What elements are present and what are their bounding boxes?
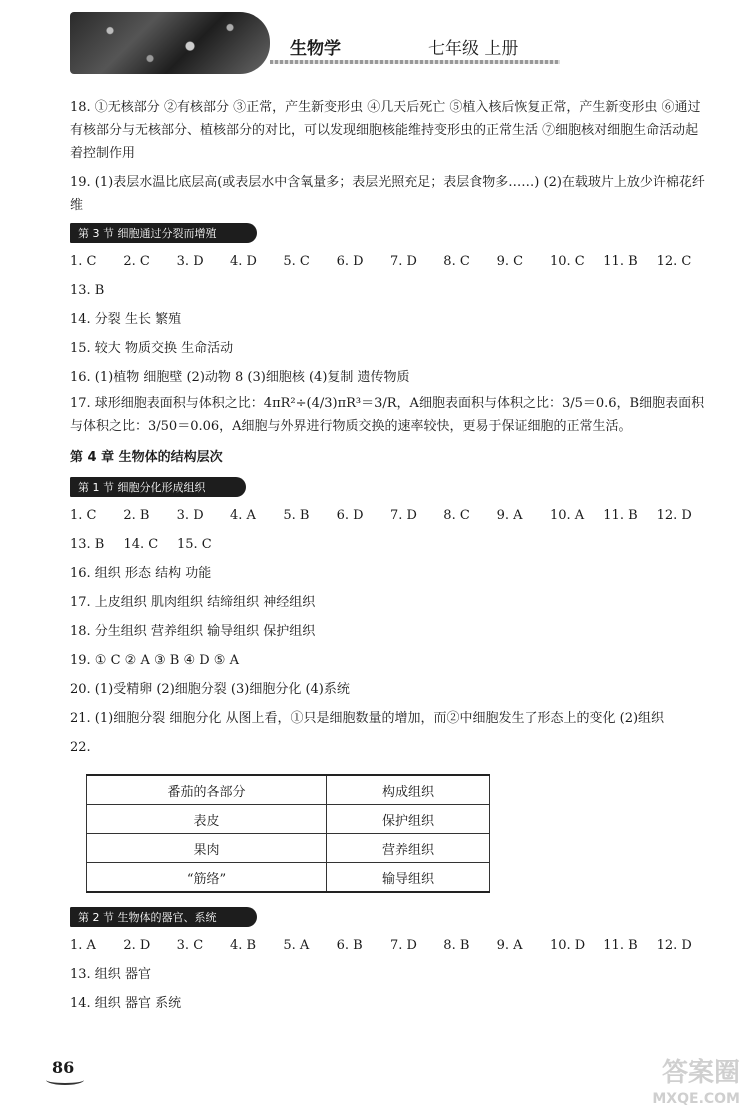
mc-answer: 10. D	[549, 938, 586, 953]
mc-answer: 1. A	[70, 938, 96, 953]
mc-answer: 9. A	[496, 508, 523, 523]
section-3-label: 第 3 节 细胞通过分裂而增殖	[70, 223, 257, 243]
mc-answer: 6. D	[336, 508, 364, 523]
mc-answer: 5. C	[283, 254, 310, 269]
answer-line: 22.	[70, 740, 91, 755]
mc-answer: 11. B	[603, 508, 638, 523]
header-divider	[270, 60, 560, 64]
answer-line: 16. (1)植物 细胞壁 (2)动物 8 (3)细胞核 (4)复制 遗传物质	[70, 370, 410, 385]
table-row	[87, 834, 490, 863]
mc-answer: 4. A	[229, 508, 256, 523]
watermark-url: MXQE.COM	[652, 1091, 740, 1107]
mc-answer: 11. B	[603, 254, 638, 269]
answer-line: 13. 组织 器官	[70, 967, 151, 982]
answer-line: 21. (1)细胞分裂 细胞分化 从图上看，①只是细胞数量的增加，而②中细胞发生了形态上的变化 (2)组织	[70, 711, 665, 726]
mc-answer: 9. A	[496, 938, 523, 953]
mc-answer: 2. D	[123, 938, 151, 953]
mc-answer: 10. C	[549, 254, 585, 269]
section-1-mc-row	[70, 501, 710, 530]
mc-answer: 7. D	[389, 508, 417, 523]
mc-answer: 7. D	[389, 938, 417, 953]
answer-line: 14. 分裂 生长 繁殖	[70, 312, 182, 327]
table-cell: 表皮	[87, 805, 327, 834]
answer-content	[70, 96, 710, 1018]
answer-line: 13. B	[70, 283, 105, 298]
answer-line: 19. ① C ② A ③ B ④ D ⑤ A	[70, 653, 239, 668]
answer-line: 16. 组织 形态 结构 功能	[70, 566, 212, 581]
table-header-cell: 构成组织	[327, 775, 490, 805]
mc-answer: 3. D	[176, 508, 204, 523]
mc-answer: 12. D	[656, 508, 692, 523]
header-photo-banner	[70, 12, 270, 74]
table-cell: 果肉	[87, 834, 327, 863]
answer-line: 17. 上皮组织 肌肉组织 结缔组织 神经组织	[70, 595, 316, 610]
mc-answer: 8. C	[443, 508, 470, 523]
chapter-4-heading: 第 4 章 生物体的结构层次	[70, 450, 223, 465]
mc-answer: 4. D	[229, 254, 257, 269]
mc-answer: 1. C	[70, 254, 97, 269]
book-subject: 生物学	[290, 39, 341, 59]
section-1-mc-row-2	[70, 530, 710, 559]
table-cell: 输导组织	[327, 863, 490, 893]
answer-18: 18. ①无核部分 ②有核部分 ③正常，产生新变形虫 ④几天后死亡 ⑤植入核后恢复正常，产生新变形虫 ⑥通过有核部分与无核部分、植核部分的对比，可以发现细胞核能维持变形虫的正常生活 ⑦细胞核对细胞生命活动起着控制作用	[70, 100, 701, 161]
mc-answer: 10. A	[549, 508, 585, 523]
answer-17-paragraph: 17. 球形细胞表面积与体积之比：4πR²÷(4/3)πR³＝3/R，A细胞表面积与体积之比：3/5＝0.6，B细胞表面积与体积之比：3/50＝0.06，A细胞与外界进行物质交换的速率较快，更易于保证细胞的正常生活。	[70, 396, 705, 434]
page-number-decoration	[46, 1075, 84, 1085]
answer-line: 20. (1)受精卵 (2)细胞分裂 (3)细胞分化 (4)系统	[70, 682, 350, 697]
mc-answer: 9. C	[496, 254, 524, 269]
mc-answer: 3. D	[176, 254, 204, 269]
section-2-label: 第 2 节 生物体的器官、系统	[70, 907, 257, 927]
page-number: 86	[52, 1058, 75, 1077]
mc-answer: 1. C	[70, 508, 97, 523]
section-1-label: 第 1 节 细胞分化形成组织	[70, 477, 246, 497]
mc-answer: 3. C	[176, 938, 204, 953]
tomato-tissue-table	[86, 774, 490, 893]
watermark-logo-text: 答案圈	[661, 1058, 740, 1088]
answer-19: 19. (1)表层水温比底层高(或表层水中含氧量多；表层光照充足；表层食物多……) (2)在载玻片上放少许棉花纤维	[70, 175, 705, 213]
answer-line: 18. 分生组织 营养组织 输导组织 保护组织	[70, 624, 316, 639]
mc-answer: 4. B	[229, 938, 257, 953]
book-grade: 七年级 上册	[428, 39, 519, 59]
mc-answer: 15. C	[177, 537, 212, 552]
table-cell: 保护组织	[327, 805, 490, 834]
mc-answer: 12. C	[656, 254, 692, 269]
mc-answer: 6. D	[336, 254, 364, 269]
mc-answer: 2. B	[123, 508, 150, 523]
table-row	[87, 805, 490, 834]
answer-line: 15. 较大 物质交换 生命活动	[70, 341, 234, 356]
mc-answer: 11. B	[603, 938, 638, 953]
mc-answer: 5. B	[283, 508, 310, 523]
mc-answer: 12. D	[656, 938, 692, 953]
mc-answer: 14. C	[123, 537, 159, 552]
mc-answer: 2. C	[123, 254, 150, 269]
section-2-mc-row	[70, 931, 710, 960]
mc-answer: 5. A	[283, 938, 310, 953]
site-watermark	[612, 1060, 740, 1108]
mc-answer: 13. B	[70, 537, 105, 552]
table-header-row	[87, 775, 490, 805]
answer-line: 14. 组织 器官 系统	[70, 996, 182, 1011]
mc-answer: 6. B	[336, 938, 363, 953]
mc-answer: 7. D	[389, 254, 417, 269]
mc-answer: 8. B	[443, 938, 470, 953]
section-3-mc-row	[70, 247, 710, 276]
mc-answer: 8. C	[443, 254, 470, 269]
table-header-cell: 番茄的各部分	[87, 775, 327, 805]
table-cell: 营养组织	[327, 834, 490, 863]
table-row	[87, 863, 490, 893]
table-cell: “筋络”	[87, 863, 327, 893]
